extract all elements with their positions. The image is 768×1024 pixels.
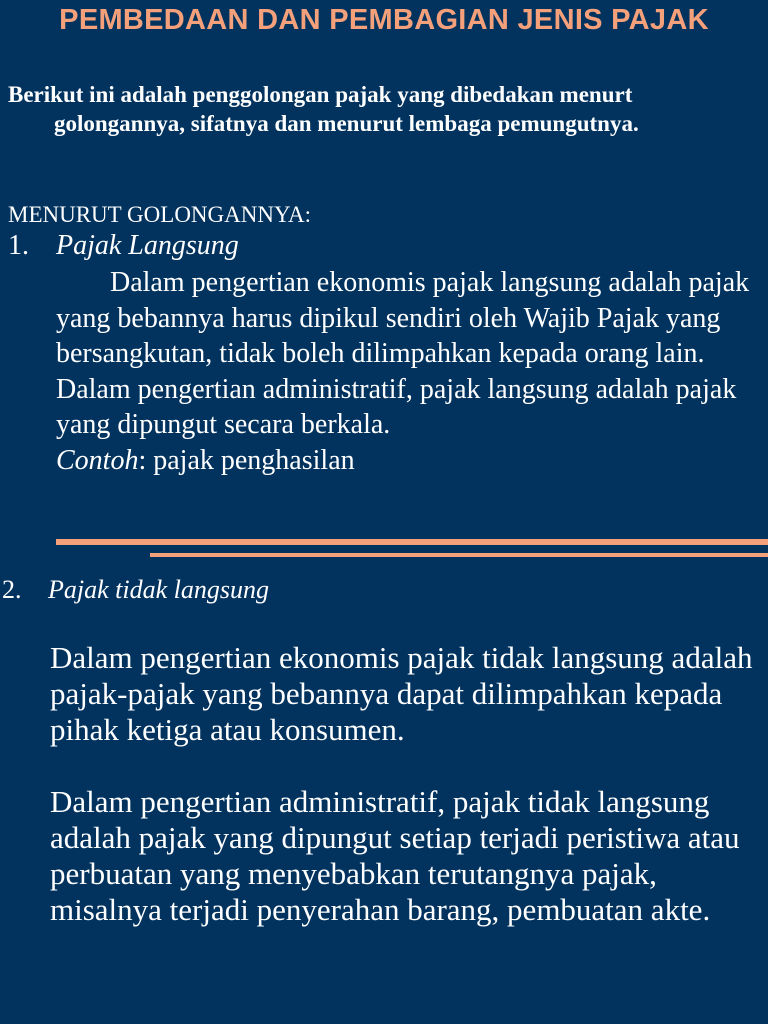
item-1-number: 1.: [8, 230, 29, 261]
divider-line-bottom: [150, 553, 768, 557]
page-title: PEMBEDAAN DAN PEMBAGIAN JENIS PAJAK: [59, 4, 709, 36]
item-1-example-text: : pajak penghasilan: [138, 444, 355, 476]
item-1-body: [56, 265, 761, 478]
item-2-number: 2.: [2, 575, 22, 604]
item-2-label: Pajak tidak langsung: [48, 575, 269, 604]
item-1-label: Pajak Langsung: [56, 230, 239, 261]
item-1-example-label: Contoh: [56, 444, 139, 476]
item-2-paragraph-1: Dalam pengertian ekonomis pajak tidak langsung adalah pajak-pajak yang bebannya dapat dilimpahkan kepada pihak ketiga atau konsumen.: [50, 640, 753, 747]
item-1-paragraph: Dalam pengertian ekonomis pajak langsung adalah pajak yang bebannya harus dipikul sendiri oleh Wajib Pajak yang bersangkutan, tidak boleh dilimpahkan kepada orang lain. Dalam pengertian administratif, pajak langsung adalah pajak yang dipungut secara berkala.: [56, 267, 750, 440]
item-1-heading: [8, 228, 239, 264]
item-2-heading: [2, 574, 269, 606]
section-heading: MENURUT GOLONGANNYA:: [8, 202, 312, 227]
item-1-example: [56, 443, 761, 479]
intro-paragraph: Berikut ini adalah penggolongan pajak yang dibedakan menurt golongannya, sifatnya dan menurut lembaga pemungutnya.: [8, 82, 639, 136]
item-2-paragraph-2: Dalam pengertian administratif, pajak tidak langsung adalah pajak yang dipungut setiap terjadi peristiwa atau perbuatan yang menyebabkan terutangnya pajak, misalnya terjadi penyerahan barang, pembuatan akte.: [50, 784, 740, 927]
item-2-body: [50, 640, 760, 964]
divider-line-top: [56, 539, 768, 545]
